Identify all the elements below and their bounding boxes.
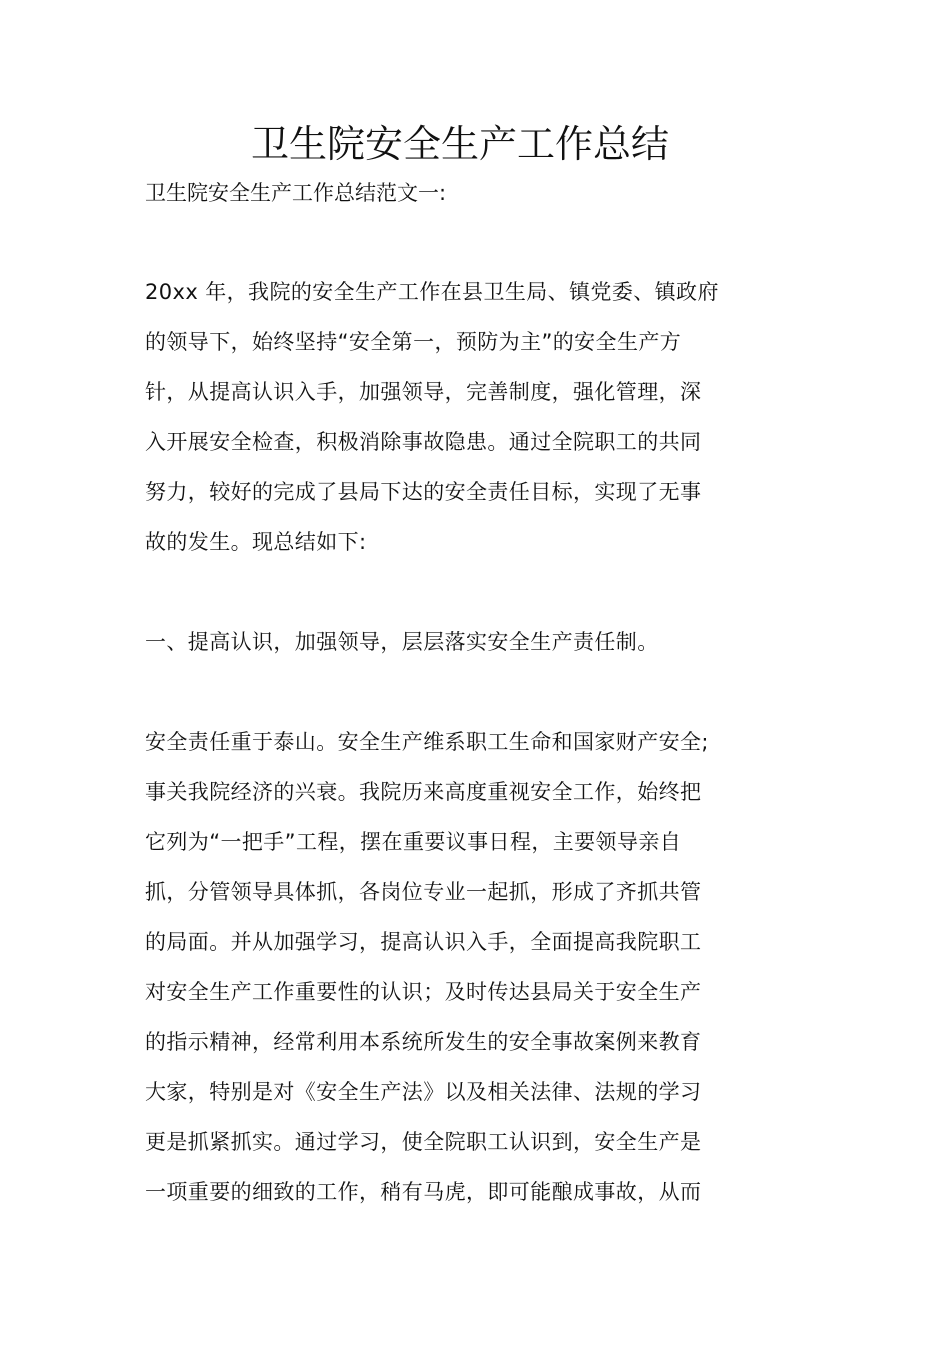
document-title: 卫生院安全生产工作总结 (250, 122, 669, 166)
paragraph-line: 大家，特别是对《安全生产法》以及相关法律、法规的学习 (145, 1080, 702, 1104)
paragraph-line: 的指示精神，经常利用本系统所发生的安全事故案例来教育 (145, 1030, 702, 1054)
section-heading (145, 617, 745, 667)
paragraph-line: 安全责任重于泰山。安全生产维系职工生命和国家财产安全; (145, 730, 709, 754)
section-heading-text: 一、提高认识，加强领导，层层落实安全生产责任制。 (145, 630, 659, 654)
paragraph-line: 入开展安全检查，积极消除事故隐患。通过全院职工的共同 (145, 430, 702, 454)
paragraph-intro (145, 267, 745, 567)
document-subtitle: 卫生院安全生产工作总结范文一: (145, 181, 447, 205)
paragraph-line: 事关我院经济的兴衰。我院历来高度重视安全工作，始终把 (145, 780, 702, 804)
paragraph-line: 的局面。并从加强学习，提高认识入手，全面提高我院职工 (145, 930, 702, 954)
paragraph-line: 一项重要的细致的工作，稍有马虎，即可能酿成事故，从而 (145, 1180, 702, 1204)
paragraph-line: 对安全生产工作重要性的认识；及时传达县局关于安全生产 (145, 980, 702, 1004)
paragraph-section-one (145, 717, 745, 1217)
paragraph-line: 的领导下，始终坚持“安全第一，预防为主”的安全生产方 (145, 330, 682, 354)
paragraph-line: 它列为“一把手”工程，摆在重要议事日程，主要领导亲自 (145, 830, 682, 854)
paragraph-line: 努力，较好的完成了县局下达的安全责任目标，实现了无事 (145, 480, 702, 504)
paragraph-line: 故的发生。现总结如下: (145, 530, 367, 554)
paragraph-line: 针，从提高认识入手，加强领导，完善制度，强化管理，深 (145, 380, 702, 404)
paragraph-line: 抓，分管领导具体抓，各岗位专业一起抓，形成了齐抓共管 (145, 880, 702, 904)
paragraph-line: 20xx 年，我院的安全生产工作在县卫生局、镇党委、镇政府 (145, 280, 719, 304)
paragraph-line: 更是抓紧抓实。通过学习，使全院职工认识到，安全生产是 (145, 1130, 702, 1154)
